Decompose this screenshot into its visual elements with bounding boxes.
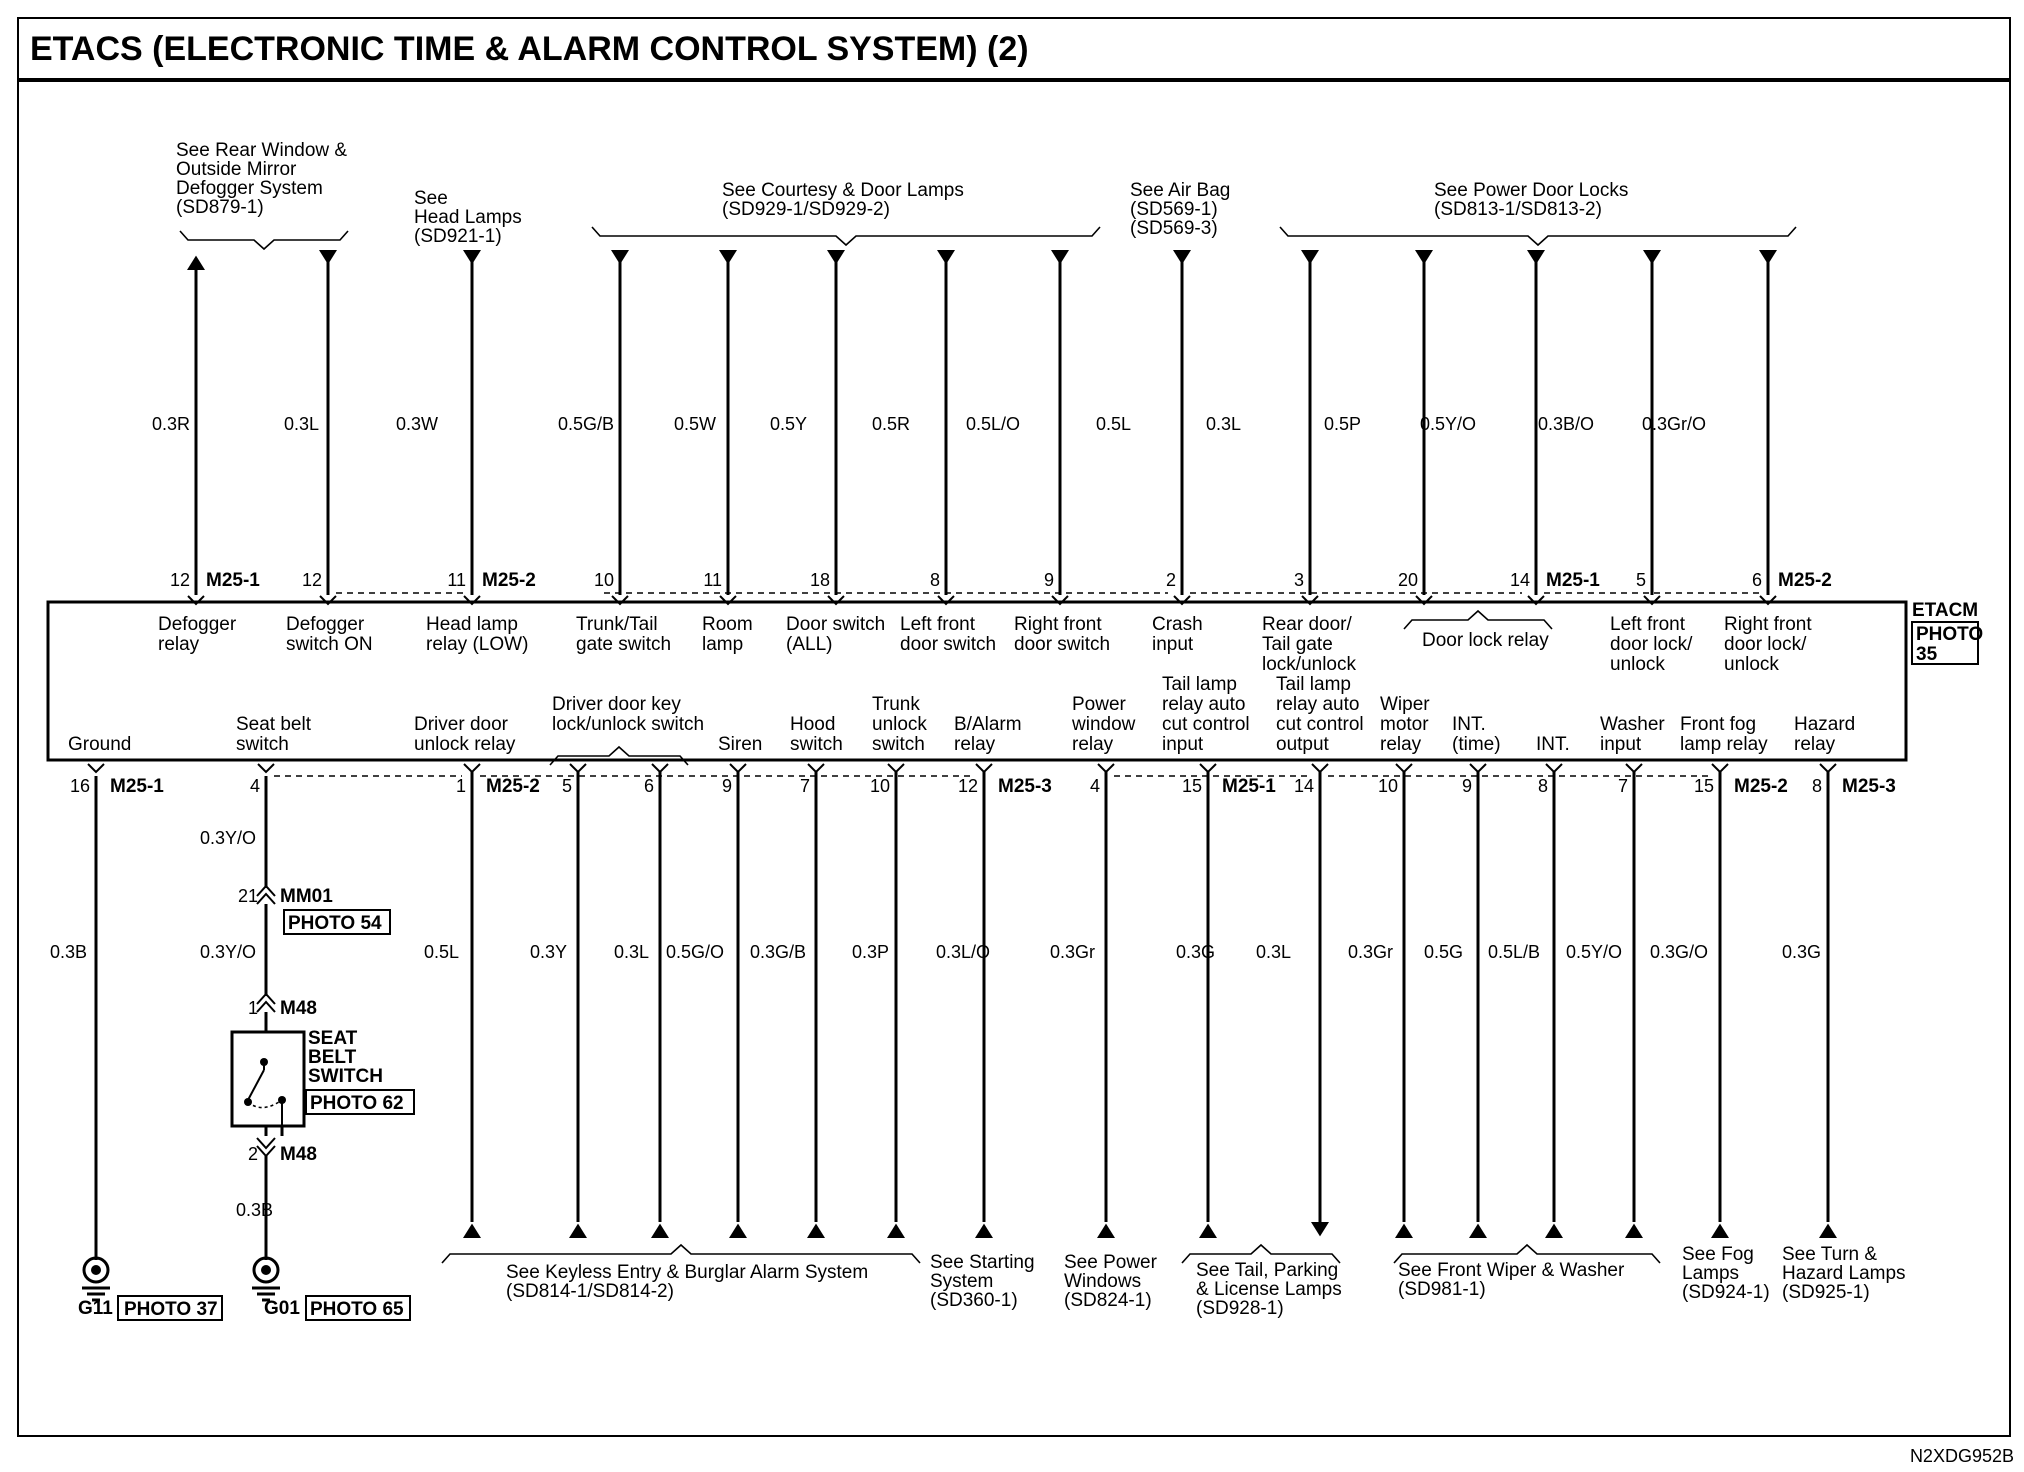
connector-arrow-icon xyxy=(611,250,629,264)
wire-color-label: 0.3Gr xyxy=(1050,942,1096,962)
wire-color-label: 0.3Y xyxy=(530,942,568,962)
pin-function-label: switch ON xyxy=(286,634,373,655)
connector-id: MM01 xyxy=(280,886,333,907)
pin-number: 8 xyxy=(1811,776,1822,796)
bottom-ref-brace xyxy=(442,1245,920,1263)
pin-number: 7 xyxy=(799,776,810,796)
connector-id: M48 xyxy=(280,1144,317,1165)
pin-chevron-icon xyxy=(1312,764,1328,772)
pin-function-label: switch xyxy=(872,734,925,755)
seat-belt-switch-box xyxy=(232,1032,304,1126)
connector-arrow-icon xyxy=(1415,250,1433,264)
pin-function-label: Hood xyxy=(790,714,836,735)
pin-function-label: Wiper xyxy=(1380,694,1430,715)
ground-icon-core xyxy=(91,1265,101,1275)
wire-color-label: 0.5Y xyxy=(770,414,808,434)
pin-function-label: cut control xyxy=(1276,714,1364,735)
pin-function-label: Right front xyxy=(1014,614,1102,635)
bottom-reference-text: (SD925-1) xyxy=(1782,1282,1870,1303)
pin-function-label: Washer xyxy=(1600,714,1665,735)
connector-arrow-icon xyxy=(1301,250,1319,264)
pin-number: 1 xyxy=(455,776,466,796)
connector-id: M25-1 xyxy=(1222,776,1276,797)
connector-id: M48 xyxy=(280,998,317,1019)
pin-function-label: Defogger xyxy=(158,614,237,635)
pin-function-label: relay xyxy=(1380,734,1422,755)
pin-number: 15 xyxy=(1181,776,1202,796)
pin-function-label: INT. xyxy=(1452,714,1486,735)
connector-arrow-icon xyxy=(1819,1224,1837,1238)
connector-id: M25-2 xyxy=(482,570,536,591)
bottom-reference-text: (SD824-1) xyxy=(1064,1290,1152,1311)
pin-function-label: lamp relay xyxy=(1680,734,1768,755)
connector-arrow-icon xyxy=(807,1224,825,1238)
pin-chevron-icon xyxy=(1712,764,1728,772)
pin-function-label: lock/unlock xyxy=(1262,654,1356,675)
diagram-code: N2XDG952B xyxy=(1909,1446,2014,1466)
pin-number: 9 xyxy=(721,776,732,796)
wire-color-label: 0.5L/O xyxy=(966,414,1021,434)
pin-function-label: input xyxy=(1162,734,1204,755)
wire-color-label: 0.3B xyxy=(50,942,88,962)
connector-arrow-icon xyxy=(1051,250,1069,264)
pin-function-label: Tail gate xyxy=(1262,634,1333,655)
pin-number: 6 xyxy=(643,776,654,796)
wire-color-label: 0.5W xyxy=(674,414,717,434)
pin-function-label: Left front xyxy=(1610,614,1685,635)
ground-photo: PHOTO 65 xyxy=(310,1299,404,1320)
connector-chevron-icon xyxy=(257,894,275,904)
pin-function-label: unlock xyxy=(1610,654,1665,675)
connector-id: M25-2 xyxy=(1734,776,1788,797)
arrow-down-icon xyxy=(1311,1222,1329,1236)
pin-number: 9 xyxy=(1043,570,1054,590)
wire-color-label: 0.5L/B xyxy=(1488,942,1541,962)
pin-function-label: relay auto xyxy=(1162,694,1246,715)
wire-color-label: 0.5R xyxy=(872,414,911,434)
top-reference-text: See xyxy=(414,188,448,209)
pin-function-label: input xyxy=(1600,734,1642,755)
top-reference-text: (SD879-1) xyxy=(176,197,264,218)
pin-function-label: relay xyxy=(158,634,200,655)
pin-chevron-icon xyxy=(1098,764,1114,772)
connector-id: M25-3 xyxy=(998,776,1052,797)
ground-name: G01 xyxy=(264,1298,300,1319)
connector-arrow-icon xyxy=(719,250,737,264)
pin-function-label: door lock/ xyxy=(1610,634,1693,655)
door-lock-brace xyxy=(1404,611,1552,629)
connector-arrow-icon xyxy=(1759,250,1777,264)
connector-arrow-icon xyxy=(827,250,845,264)
top-reference-text: See Courtesy & Door Lamps xyxy=(722,180,964,201)
top-reference-text: (SD569-1) xyxy=(1130,199,1218,220)
driver-key-label: lock/unlock switch xyxy=(552,714,705,735)
connector-arrow-icon xyxy=(1711,1224,1729,1238)
pin-number: 1 xyxy=(247,998,258,1018)
top-reference-text: (SD569-3) xyxy=(1130,218,1218,239)
seat-belt-switch-name: BELT xyxy=(308,1047,357,1068)
wire-color-label: 0.3L xyxy=(284,414,320,434)
pin-chevron-icon xyxy=(1200,764,1216,772)
pin-chevron-icon xyxy=(570,764,586,772)
bottom-reference-text: See Power xyxy=(1064,1252,1157,1273)
pin-chevron-icon xyxy=(1396,764,1412,772)
ground-photo: PHOTO 37 xyxy=(124,1299,218,1320)
bottom-reference-text: See Starting xyxy=(930,1252,1035,1273)
connector-id: M25-2 xyxy=(486,776,540,797)
pin-function-label: Siren xyxy=(718,734,763,755)
top-ref-brace xyxy=(1280,227,1796,245)
wire-color-label: 0.3Gr xyxy=(1348,942,1394,962)
connector-id: M25-1 xyxy=(206,570,260,591)
bottom-reference-text: (SD360-1) xyxy=(930,1290,1018,1311)
pin-function-label: input xyxy=(1152,634,1194,655)
top-reference-text: Head Lamps xyxy=(414,207,522,228)
top-ref-brace xyxy=(592,227,1100,245)
pin-function-label: Left front xyxy=(900,614,975,635)
top-reference-text: (SD929-1/SD929-2) xyxy=(722,199,890,220)
pin-function-label: Ground xyxy=(68,734,132,755)
pin-function-label: Room xyxy=(702,614,753,635)
wire-color-label: 0.3B xyxy=(236,1200,274,1220)
wire-color-label: 0.3L xyxy=(1256,942,1292,962)
bottom-reference-text: Lamps xyxy=(1682,1263,1740,1284)
pin-number: 18 xyxy=(809,570,830,590)
pin-function-label: relay xyxy=(954,734,996,755)
pin-chevron-icon xyxy=(976,764,992,772)
pin-number: 14 xyxy=(1293,776,1314,796)
pin-function-label: door lock/ xyxy=(1724,634,1807,655)
pin-chevron-icon xyxy=(88,764,104,772)
wire-color-label: 0.3G xyxy=(1782,942,1822,962)
connector-arrow-icon xyxy=(1097,1224,1115,1238)
pin-function-label: Rear door/ xyxy=(1262,614,1352,635)
connector-chevron-icon xyxy=(257,1002,275,1012)
pin-function-label: Crash xyxy=(1152,614,1203,635)
ground-icon-core xyxy=(261,1265,271,1275)
pin-chevron-icon xyxy=(258,764,274,772)
pin-number: 8 xyxy=(1537,776,1548,796)
pin-number: 21 xyxy=(237,886,258,906)
wire-color-label: 0.3B/O xyxy=(1538,414,1595,434)
pin-function-label: (time) xyxy=(1452,734,1501,755)
pin-function-label: Driver door xyxy=(414,714,508,735)
top-reference-text: (SD921-1) xyxy=(414,226,502,247)
pin-function-label: gate switch xyxy=(576,634,672,655)
connector-arrow-icon xyxy=(651,1224,669,1238)
pin-number: 16 xyxy=(69,776,90,796)
pin-function-label: unlock xyxy=(872,714,927,735)
bottom-reference-text: See Fog xyxy=(1682,1244,1754,1265)
wire-color-label: 0.5G/O xyxy=(666,942,725,962)
connector-arrow-icon xyxy=(1199,1224,1217,1238)
wire-color-label: 0.3L xyxy=(1206,414,1242,434)
top-reference-text: Defogger System xyxy=(176,178,323,199)
pin-number: 8 xyxy=(929,570,940,590)
pin-number: 4 xyxy=(249,776,260,796)
pin-function-label: Door switch xyxy=(786,614,886,635)
pin-chevron-icon xyxy=(730,764,746,772)
pin-function-label: Trunk xyxy=(872,694,920,715)
driver-key-label: Driver door key xyxy=(552,694,681,715)
connector-arrow-icon xyxy=(1395,1224,1413,1238)
pin-number: 14 xyxy=(1509,570,1530,590)
wire-color-label: 0.3G xyxy=(1176,942,1216,962)
pin-number: 4 xyxy=(1089,776,1100,796)
wire-color-label: 0.5L xyxy=(1096,414,1132,434)
pin-function-label: Power xyxy=(1072,694,1126,715)
module-name: ETACM xyxy=(1912,600,1979,621)
connector-arrow-icon xyxy=(729,1224,747,1238)
pin-number: 12 xyxy=(301,570,322,590)
connector-arrow-icon xyxy=(463,250,481,264)
wire-color-label: 0.3Gr/O xyxy=(1642,414,1707,434)
pin-chevron-icon xyxy=(888,764,904,772)
page-title: ETACS (ELECTRONIC TIME & ALARM CONTROL SYSTEM) (2) xyxy=(30,30,1029,68)
pin-function-label: Tail lamp xyxy=(1276,674,1351,695)
bottom-reference-text: See Tail, Parking xyxy=(1196,1260,1339,1281)
pin-function-label: Seat belt xyxy=(236,714,311,735)
wire-color-label: 0.3G/O xyxy=(1650,942,1709,962)
bottom-reference-text: System xyxy=(930,1271,994,1292)
pin-function-label: unlock xyxy=(1724,654,1779,675)
connector-arrow-icon xyxy=(569,1224,587,1238)
wire-color-label: 0.5G xyxy=(1424,942,1464,962)
pin-number: 6 xyxy=(1751,570,1762,590)
pin-function-label: window xyxy=(1072,714,1136,735)
connector-arrow-icon xyxy=(319,250,337,264)
pin-function-label: door switch xyxy=(1014,634,1111,655)
pin-chevron-icon xyxy=(1546,764,1562,772)
pin-function-label: output xyxy=(1276,734,1329,755)
wire-color-label: 0.5Y/O xyxy=(1420,414,1477,434)
connector-arrow-icon xyxy=(1625,1224,1643,1238)
pin-function-label: door switch xyxy=(900,634,997,655)
pin-number: 12 xyxy=(957,776,978,796)
bottom-reference-text: See Turn & xyxy=(1782,1244,1878,1265)
pin-function-label: B/Alarm xyxy=(954,714,1022,735)
pin-function-label: motor xyxy=(1380,714,1429,735)
bottom-reference-text: & License Lamps xyxy=(1196,1279,1342,1300)
pin-number: 10 xyxy=(869,776,890,796)
seat-belt-switch-name: SWITCH xyxy=(308,1066,383,1087)
connector-arrow-icon xyxy=(887,1224,905,1238)
pin-function-label: unlock relay xyxy=(414,734,516,755)
switch-link xyxy=(248,1100,282,1108)
pin-chevron-icon xyxy=(808,764,824,772)
pin-number: 20 xyxy=(1397,570,1418,590)
pin-function-label: relay xyxy=(1072,734,1114,755)
wire-color-label: 0.3G/B xyxy=(750,942,807,962)
top-reference-text: See Power Door Locks xyxy=(1434,180,1629,201)
bottom-reference-text: Hazard Lamps xyxy=(1782,1263,1906,1284)
wire-color-label: 0.3Y/O xyxy=(200,942,257,962)
pin-function-label: relay (LOW) xyxy=(426,634,529,655)
pin-function-label: relay xyxy=(1794,734,1836,755)
pin-function-label: relay auto xyxy=(1276,694,1360,715)
bottom-reference-text: (SD924-1) xyxy=(1682,1282,1770,1303)
connector-arrow-icon xyxy=(1173,250,1191,264)
pin-function-label: Head lamp xyxy=(426,614,518,635)
connector-id: M25-1 xyxy=(1546,570,1600,591)
wire-color-label: 0.3W xyxy=(396,414,439,434)
bottom-reference-text: Windows xyxy=(1064,1271,1142,1292)
driver-key-brace xyxy=(550,747,688,765)
pin-function-label: (ALL) xyxy=(786,634,833,655)
connector-chevron-icon xyxy=(257,1138,275,1148)
ground-name: G11 xyxy=(78,1298,113,1319)
pin-function-label: switch xyxy=(790,734,843,755)
connector-arrow-icon xyxy=(463,1224,481,1238)
mm01-photo: PHOTO 54 xyxy=(288,913,382,934)
top-ref-brace xyxy=(180,231,348,249)
wire-color-label: 0.5G/B xyxy=(558,414,615,434)
top-reference-text: (SD813-1/SD813-2) xyxy=(1434,199,1602,220)
pin-number: 10 xyxy=(593,570,614,590)
connector-arrow-icon xyxy=(975,1224,993,1238)
pin-function-label: Right front xyxy=(1724,614,1812,635)
pin-number: 15 xyxy=(1693,776,1714,796)
wire-color-label: 0.3Y/O xyxy=(200,828,257,848)
bottom-reference-text: (SD814-1/SD814-2) xyxy=(506,1281,674,1302)
pin-function-label: lamp xyxy=(702,634,744,655)
pin-number: 3 xyxy=(1293,570,1304,590)
pin-function-label: Defogger xyxy=(286,614,365,635)
seat-belt-switch-name: SEAT xyxy=(308,1028,358,1049)
connector-id: M25-2 xyxy=(1778,570,1832,591)
connector-arrow-icon xyxy=(937,250,955,264)
connector-arrow-icon xyxy=(1643,250,1661,264)
top-reference-text: See Rear Window & xyxy=(176,140,348,161)
pin-function-label: Tail lamp xyxy=(1162,674,1237,695)
pin-chevron-icon xyxy=(1626,764,1642,772)
pin-function-label: INT. xyxy=(1536,734,1570,755)
arrow-up-icon xyxy=(187,256,205,270)
connector-id: M25-3 xyxy=(1842,776,1896,797)
connector-arrow-icon xyxy=(1527,250,1545,264)
pin-function-label: Hazard xyxy=(1794,714,1856,735)
top-reference-text: Outside Mirror xyxy=(176,159,297,180)
pin-number: 10 xyxy=(1377,776,1398,796)
pin-function-label: Trunk/Tail xyxy=(576,614,658,635)
module-photo: PHOTO 35 xyxy=(1916,624,1984,665)
pin-chevron-icon xyxy=(464,764,480,772)
pin-chevron-icon xyxy=(652,764,668,772)
pin-function-label: switch xyxy=(236,734,289,755)
top-reference-text: See Air Bag xyxy=(1130,180,1231,201)
pin-function-label: cut control xyxy=(1162,714,1250,735)
connector-arrow-icon xyxy=(1545,1224,1563,1238)
wire-color-label: 0.5L xyxy=(424,942,460,962)
pin-number: 11 xyxy=(447,570,466,590)
pin-function-label: Front fog xyxy=(1680,714,1757,735)
wire-color-label: 0.3L/O xyxy=(936,942,991,962)
pin-number: 5 xyxy=(1635,570,1646,590)
bottom-reference-text: See Keyless Entry & Burglar Alarm System xyxy=(506,1262,869,1283)
pin-number: 9 xyxy=(1461,776,1472,796)
pin-number: 12 xyxy=(169,570,190,590)
bottom-reference-text: (SD928-1) xyxy=(1196,1298,1284,1319)
wire-color-label: 0.3R xyxy=(152,414,191,434)
pin-number: 7 xyxy=(1617,776,1628,796)
pin-number: 5 xyxy=(561,776,572,796)
connector-arrow-icon xyxy=(1469,1224,1487,1238)
pin-number: 11 xyxy=(703,570,722,590)
wire-color-label: 0.3P xyxy=(852,942,890,962)
pin-number: 2 xyxy=(1165,570,1176,590)
wire-color-label: 0.5P xyxy=(1324,414,1362,434)
bottom-reference-text: (SD981-1) xyxy=(1398,1279,1486,1300)
door-lock-relay-label: Door lock relay xyxy=(1422,630,1549,651)
pin-chevron-icon xyxy=(1470,764,1486,772)
switch-lever-icon xyxy=(248,1070,264,1100)
pin-number: 2 xyxy=(247,1144,258,1164)
wire-color-label: 0.3L xyxy=(614,942,650,962)
pin-chevron-icon xyxy=(1820,764,1836,772)
wire-color-label: 0.5Y/O xyxy=(1566,942,1623,962)
switch-photo: PHOTO 62 xyxy=(310,1093,404,1114)
bottom-reference-text: See Front Wiper & Washer xyxy=(1398,1260,1625,1281)
connector-id: M25-1 xyxy=(110,776,164,797)
